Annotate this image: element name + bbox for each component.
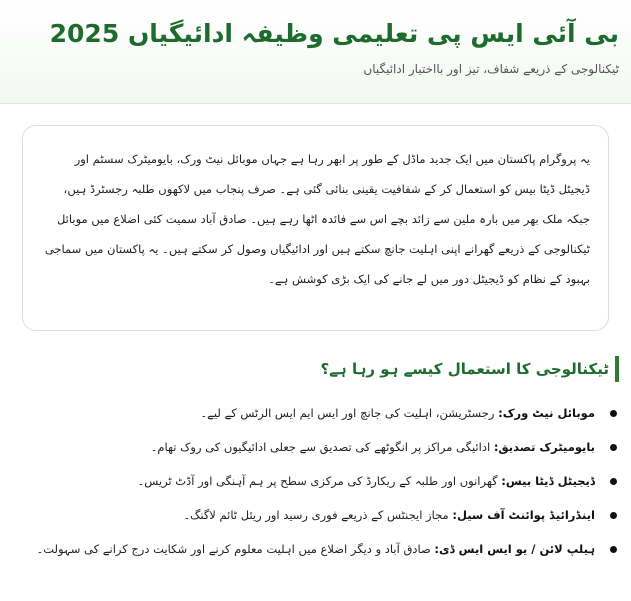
feature-label: موبائل نیٹ ورک: (498, 406, 595, 420)
feature-text: گھرانوں اور طلبہ کے ریکارڈ کی مرکزی سطح پر ہم آہنگی اور آڈٹ ٹریس۔ (137, 474, 502, 488)
bullet-icon (610, 410, 617, 417)
list-item (0, 532, 631, 566)
list-item (0, 430, 631, 464)
list-item (0, 464, 631, 498)
feature-text: صادق آباد و دیگر اضلاع میں اہلیت معلوم کرنے اور شکایت درج کرانے کی سہولت۔ (36, 542, 435, 556)
feature-text: رجسٹریشن، اہلیت کی جانچ اور ایس ایم ایس الرٹس کے لیے۔ (200, 406, 499, 420)
page-subtitle: ٹیکنالوجی کے ذریعے شفاف، تیز اور بااختیار ادائیگیاں (363, 62, 619, 76)
intro-card (22, 125, 609, 331)
page-title: بی آئی ایس پی تعلیمی وظیفہ ادائیگیاں 2025 (49, 19, 619, 48)
page-header (0, 0, 631, 104)
feature-list (0, 396, 631, 566)
feature-text: مجاز ایجنٹس کے ذریعے فوری رسید اور ریئل ٹائم لاگنگ۔ (183, 508, 453, 522)
feature-label: بایومیٹرک تصدیق: (493, 440, 595, 454)
intro-paragraph: یہ پروگرام پاکستان میں ایک جدید ماڈل کے طور پر ابھر رہا ہے جہاں موبائل نیٹ ورک، بایومیٹرک سسٹم اور ڈیجیٹل ڈیٹا بیس کو استعمال کر کے شفافیت یقینی بنائی گئی ہے۔ صرف پنجاب میں لاکھوں طلبہ رجسٹرڈ ہیں، جبکہ ملک بھر میں بارہ ملین سے زائد بچے اس سے فائدہ اٹھا رہے ہیں۔ صادق آباد سمیت کئی اضلاع میں موبائل ٹیکنالوجی کے ذریعے گھرانے اپنی اہلیت جانچ سکتے ہیں اور ادائیگیاں وصول کر سکتے ہیں۔ یہ پاکستان میں سماجی بہبود کے نظام کو ڈیجیٹل دور میں لے جانے کی ایک بڑی کوشش ہے۔ (44, 152, 590, 286)
section-heading: ٹیکنالوجی کا استعمال کیسے ہو رہا ہے؟ (320, 356, 619, 382)
bullet-icon (610, 478, 617, 485)
feature-label: ڈیجیٹل ڈیٹا بیس: (501, 474, 595, 488)
list-item (0, 396, 631, 430)
bullet-icon (610, 444, 617, 451)
feature-label: اینڈرائیڈ پوائنٹ آف سیل: (452, 508, 595, 522)
feature-label: ہیلپ لائن / یو ایس ایس ڈی: (434, 542, 595, 556)
feature-text: ادائیگی مراکز پر انگوٹھے کی تصدیق سے جعلی ادائیگیوں کی روک تھام۔ (150, 440, 494, 454)
list-item (0, 498, 631, 532)
bullet-icon (610, 546, 617, 553)
bullet-icon (610, 512, 617, 519)
